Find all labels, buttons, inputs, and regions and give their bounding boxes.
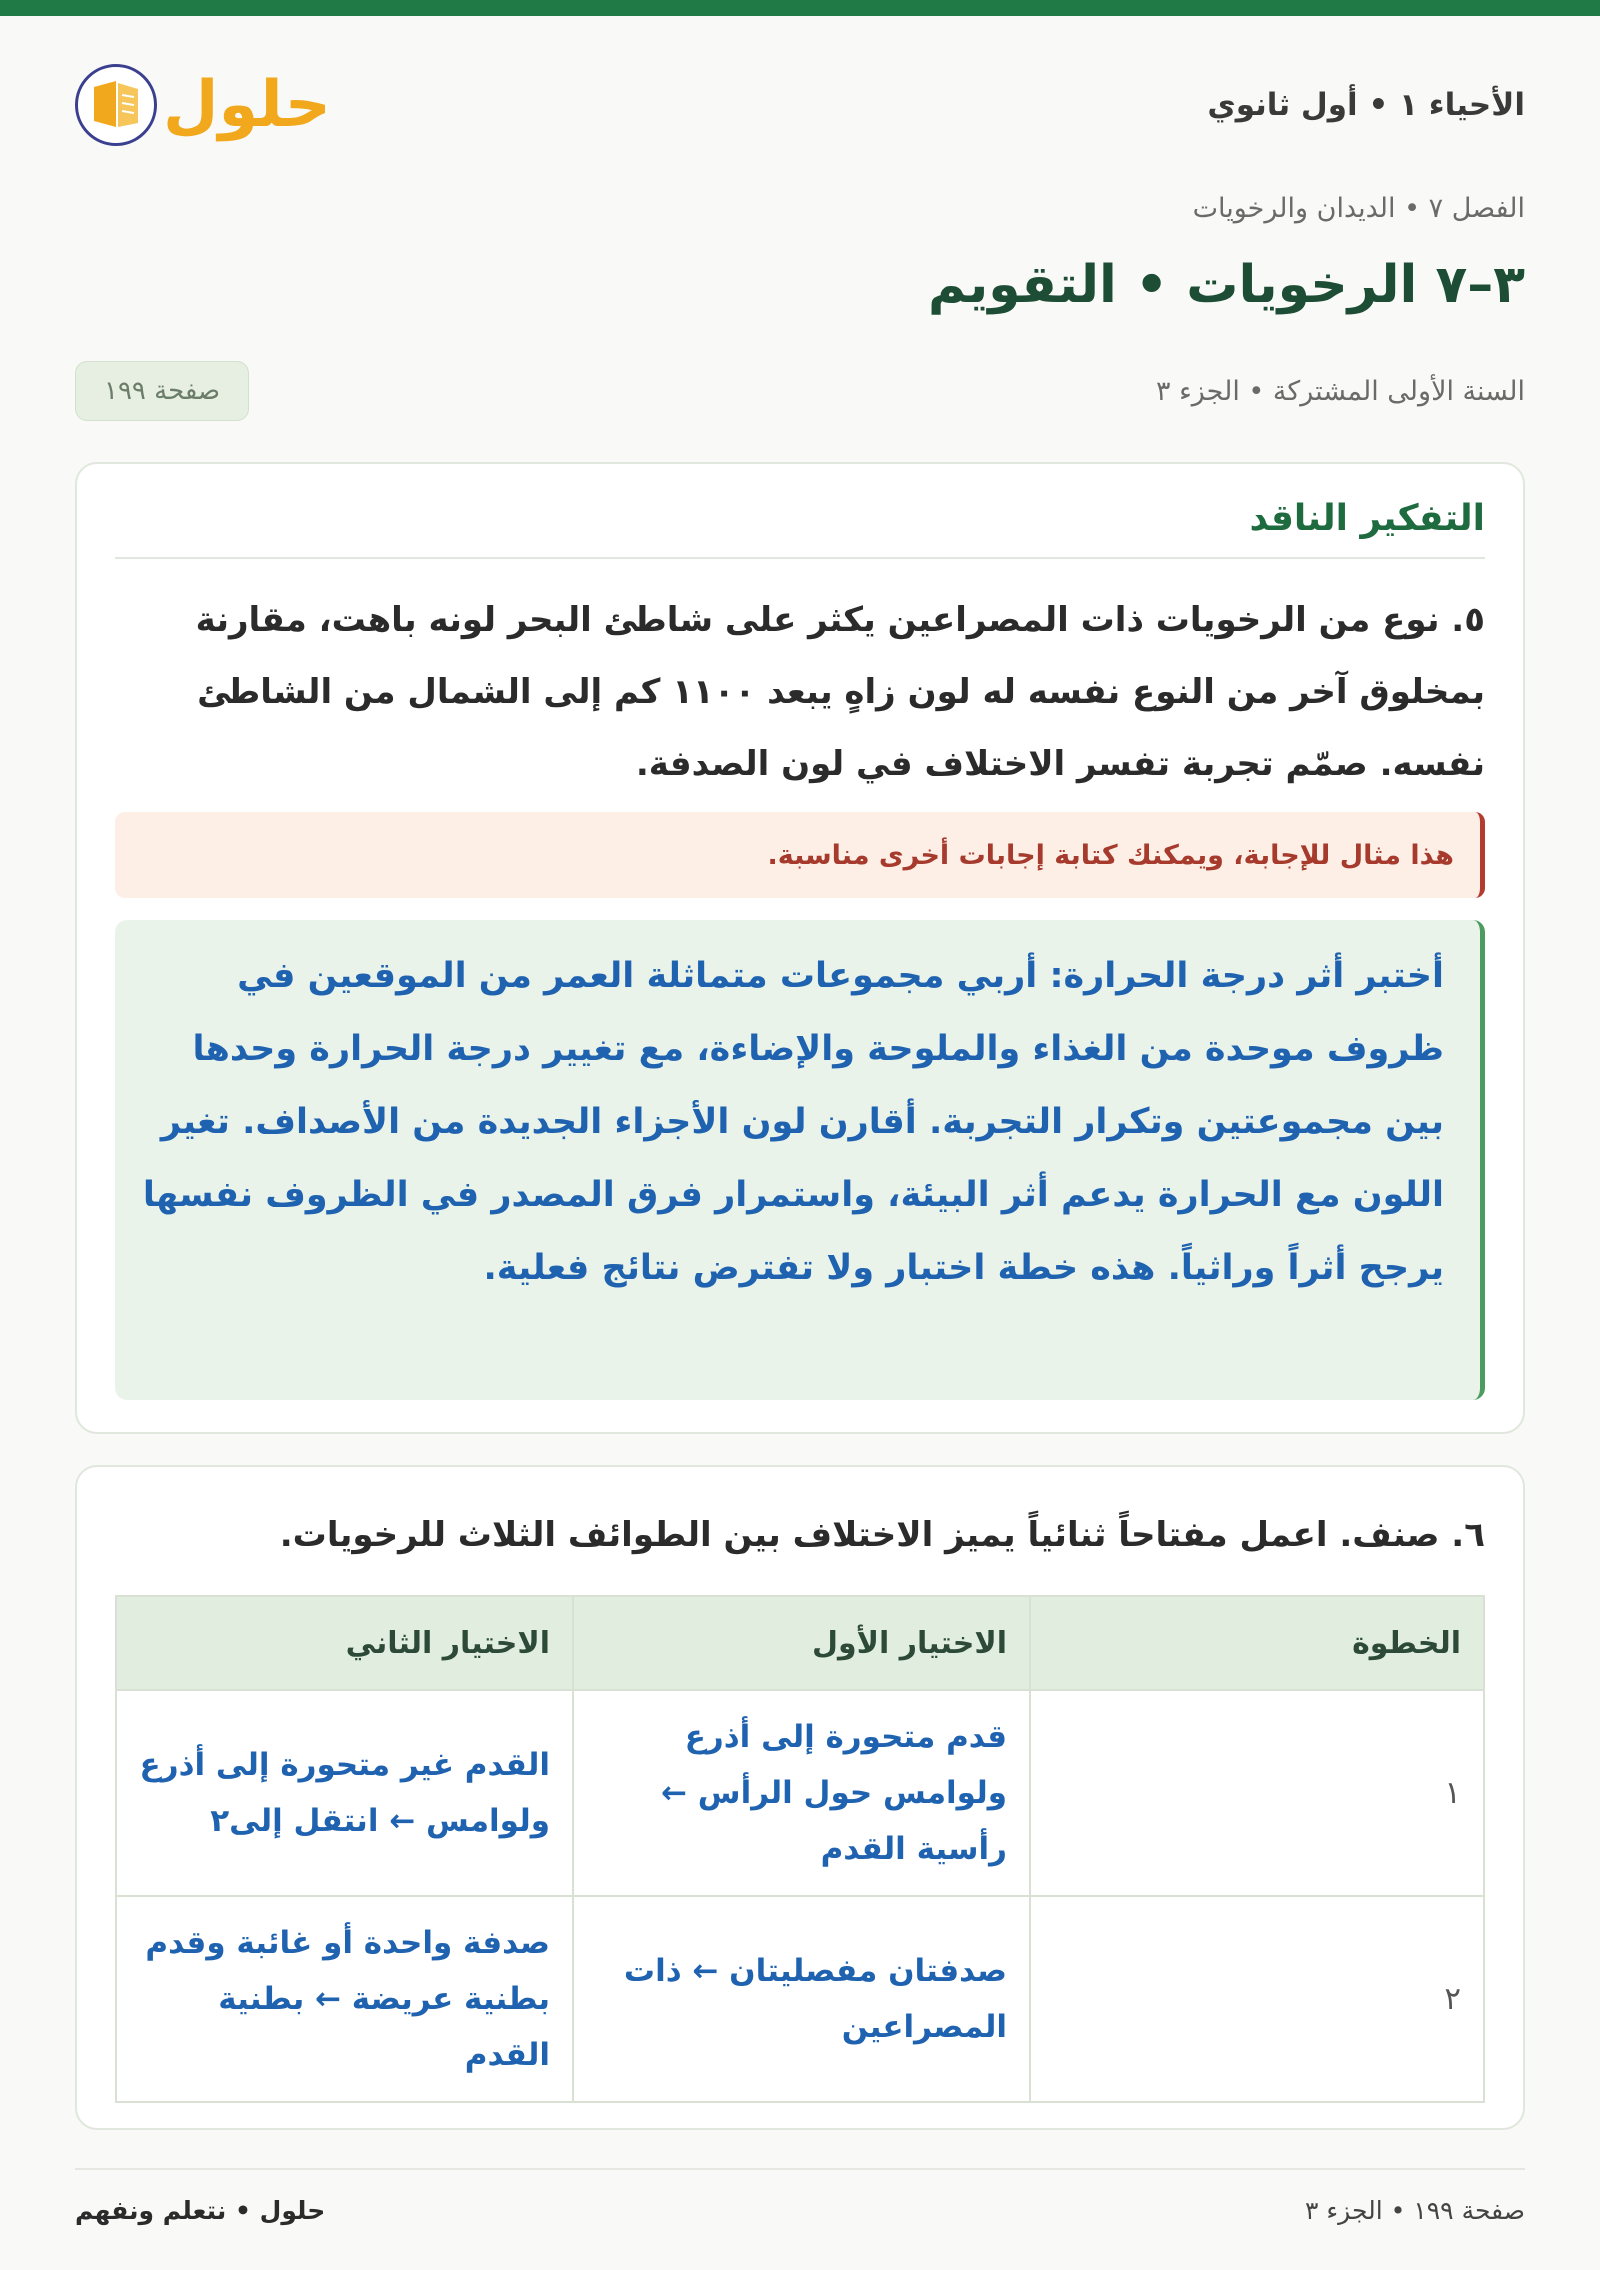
header-second-choice: الاختيار الثاني	[116, 1596, 573, 1690]
footer-brand: حلول • نتعلم ونفهم	[75, 2196, 326, 2225]
meta-row	[75, 358, 1525, 424]
second-choice-cell: القدم غير متحورة إلى أذرع ولوامس ← انتقل إلى٢	[116, 1690, 573, 1896]
textbook-label: السنة الأولى المشتركة • الجزء ٣	[1155, 375, 1525, 407]
second-choice-cell: صدفة واحدة أو غائبة وقدم بطنية عريضة ← بطنية القدم	[116, 1896, 573, 2102]
lesson-title: ٣–٧ الرخويات • التقويم	[927, 255, 1525, 315]
page-badge: صفحة ١٩٩	[75, 361, 249, 421]
logo-wordmark: حلول	[163, 68, 331, 142]
step-number: ١	[1030, 1690, 1484, 1896]
question-5: ٥. نوع من الرخويات ذات المصراعين يكثر على شاطئ البحر لونه باهت، مقارنة بمخلوق آخر من النوع نفسه له لون زاهٍ يبعد ١١٠٠ كم إلى الشمال من الشاطئ نفسه. صمّم تجربة تفسر الاختلاف في لون الصدفة.	[195, 600, 1485, 784]
answer-note: هذا مثال للإجابة، ويمكنك كتابة إجابات أخرى مناسبة.	[115, 812, 1485, 898]
table-row	[116, 1690, 1484, 1896]
book-icon	[75, 64, 157, 146]
footer-page-info: صفحة ١٩٩ • الجزء ٣	[1305, 2196, 1525, 2225]
page-header	[75, 60, 1525, 150]
answer-5: أختبر أثر درجة الحرارة: أربي مجموعات متماثلة العمر من الموقعين في ظروف موحدة من الغذاء والملوحة والإضاءة، مع تغيير درجة الحرارة وحدها بين مجموعتين وتكرار التجربة. أقارن لون الأجزاء الجديدة من الأصداف. تغير اللون مع الحرارة يدعم أثر البيئة، واستمرار فرق المصدر في الظروف نفسها يرجح أثراً وراثياً. هذه خطة اختبار ولا تفترض نتائج فعلية.	[115, 920, 1485, 1400]
critical-thinking-card	[75, 462, 1525, 1434]
header-first-choice: الاختيار الأول	[573, 1596, 1030, 1690]
first-choice-cell: صدفتان مفصليتان ← ذات المصراعين	[573, 1896, 1030, 2102]
classify-card	[75, 1465, 1525, 2130]
dichotomous-key-table	[115, 1595, 1485, 2103]
step-number: ٢	[1030, 1896, 1484, 2102]
top-accent-bar	[0, 0, 1600, 16]
table-header-row	[116, 1596, 1484, 1690]
section-heading: التفكير الناقد	[115, 498, 1485, 559]
question-6: ٦. صنف. اعمل مفتاحاً ثنائياً يميز الاختلاف بين الطوائف الثلاث للرخويات.	[279, 1515, 1485, 1555]
hulool-logo[interactable]	[75, 64, 331, 146]
subject-title: الأحياء ١ • أول ثانوي	[1207, 87, 1525, 123]
chapter-breadcrumb: الفصل ٧ • الديدان والرخويات	[1192, 193, 1525, 224]
header-step: الخطوة	[1030, 1596, 1484, 1690]
page-footer	[75, 2168, 1525, 2225]
first-choice-cell: قدم متحورة إلى أذرع ولوامس حول الرأس ← رأسية القدم	[573, 1690, 1030, 1896]
table-row	[116, 1896, 1484, 2102]
